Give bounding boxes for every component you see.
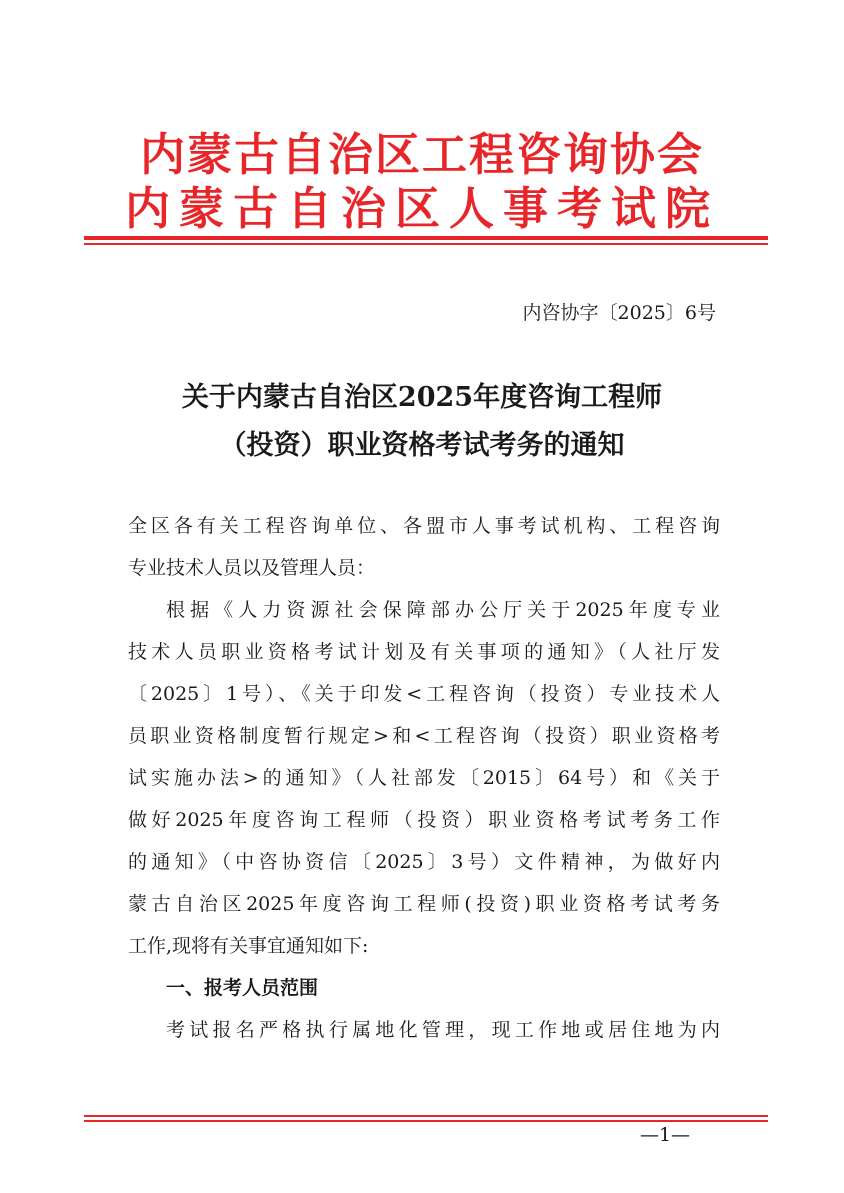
issuer-name-1: 内蒙古自治区工程咨询协会 xyxy=(139,128,704,181)
footer-rule-bottom xyxy=(84,1120,768,1122)
paragraph-line: 试实施办法>的通知》（人社部发〔2015〕64号）和《关于 xyxy=(128,767,720,789)
document-body xyxy=(128,505,720,1051)
section-heading: 一、报考人员范围 xyxy=(166,977,319,999)
paragraph-line: 做好2025年度咨询工程师（投资）职业资格考试考务工作 xyxy=(128,809,720,831)
page-number: —1— xyxy=(639,1124,691,1146)
paragraph-line: 的通知》（中咨协资信〔2025〕3号）文件精神，为做好内 xyxy=(128,851,720,873)
salutation-line: 全区各有关工程咨询单位、各盟市人事考试机构、工程咨询 xyxy=(128,515,720,537)
salutation-line: 专业技术人员以及管理人员： xyxy=(128,557,376,579)
paragraph-line: 技术人员职业资格考试计划及有关事项的通知》（人社厅发 xyxy=(128,641,720,663)
header-rule-thin xyxy=(84,243,768,245)
header-rule-thick xyxy=(84,236,768,240)
paragraph-line: 考试报名严格执行属地化管理，现工作地或居住地为内 xyxy=(166,1019,720,1041)
paragraph-line: 〔2025〕1号）、《关于印发<工程咨询（投资）专业技术人 xyxy=(128,683,720,705)
paragraph-line: 根据《人力资源社会保障部办公厅关于2025年度专业 xyxy=(166,599,720,621)
paragraph-line: 蒙古自治区2025年度咨询工程师(投资)职业资格考试考务 xyxy=(128,893,720,915)
document-title-line-2: （投资）职业资格考试考务的通知 xyxy=(219,430,625,461)
footer-rule-top xyxy=(84,1115,768,1117)
paragraph-line: 工作,现将有关事宜通知如下: xyxy=(128,935,369,957)
issuer-name-2: 内蒙古自治区人事考试院 xyxy=(124,182,719,235)
paragraph-line: 员职业资格制度暂行规定>和<工程咨询（投资）职业资格考 xyxy=(128,725,720,747)
document-number: 内咨协字〔2025〕6号 xyxy=(522,302,716,324)
document-title-line-1: 关于内蒙古自治区2025年度咨询工程师 xyxy=(181,382,663,413)
